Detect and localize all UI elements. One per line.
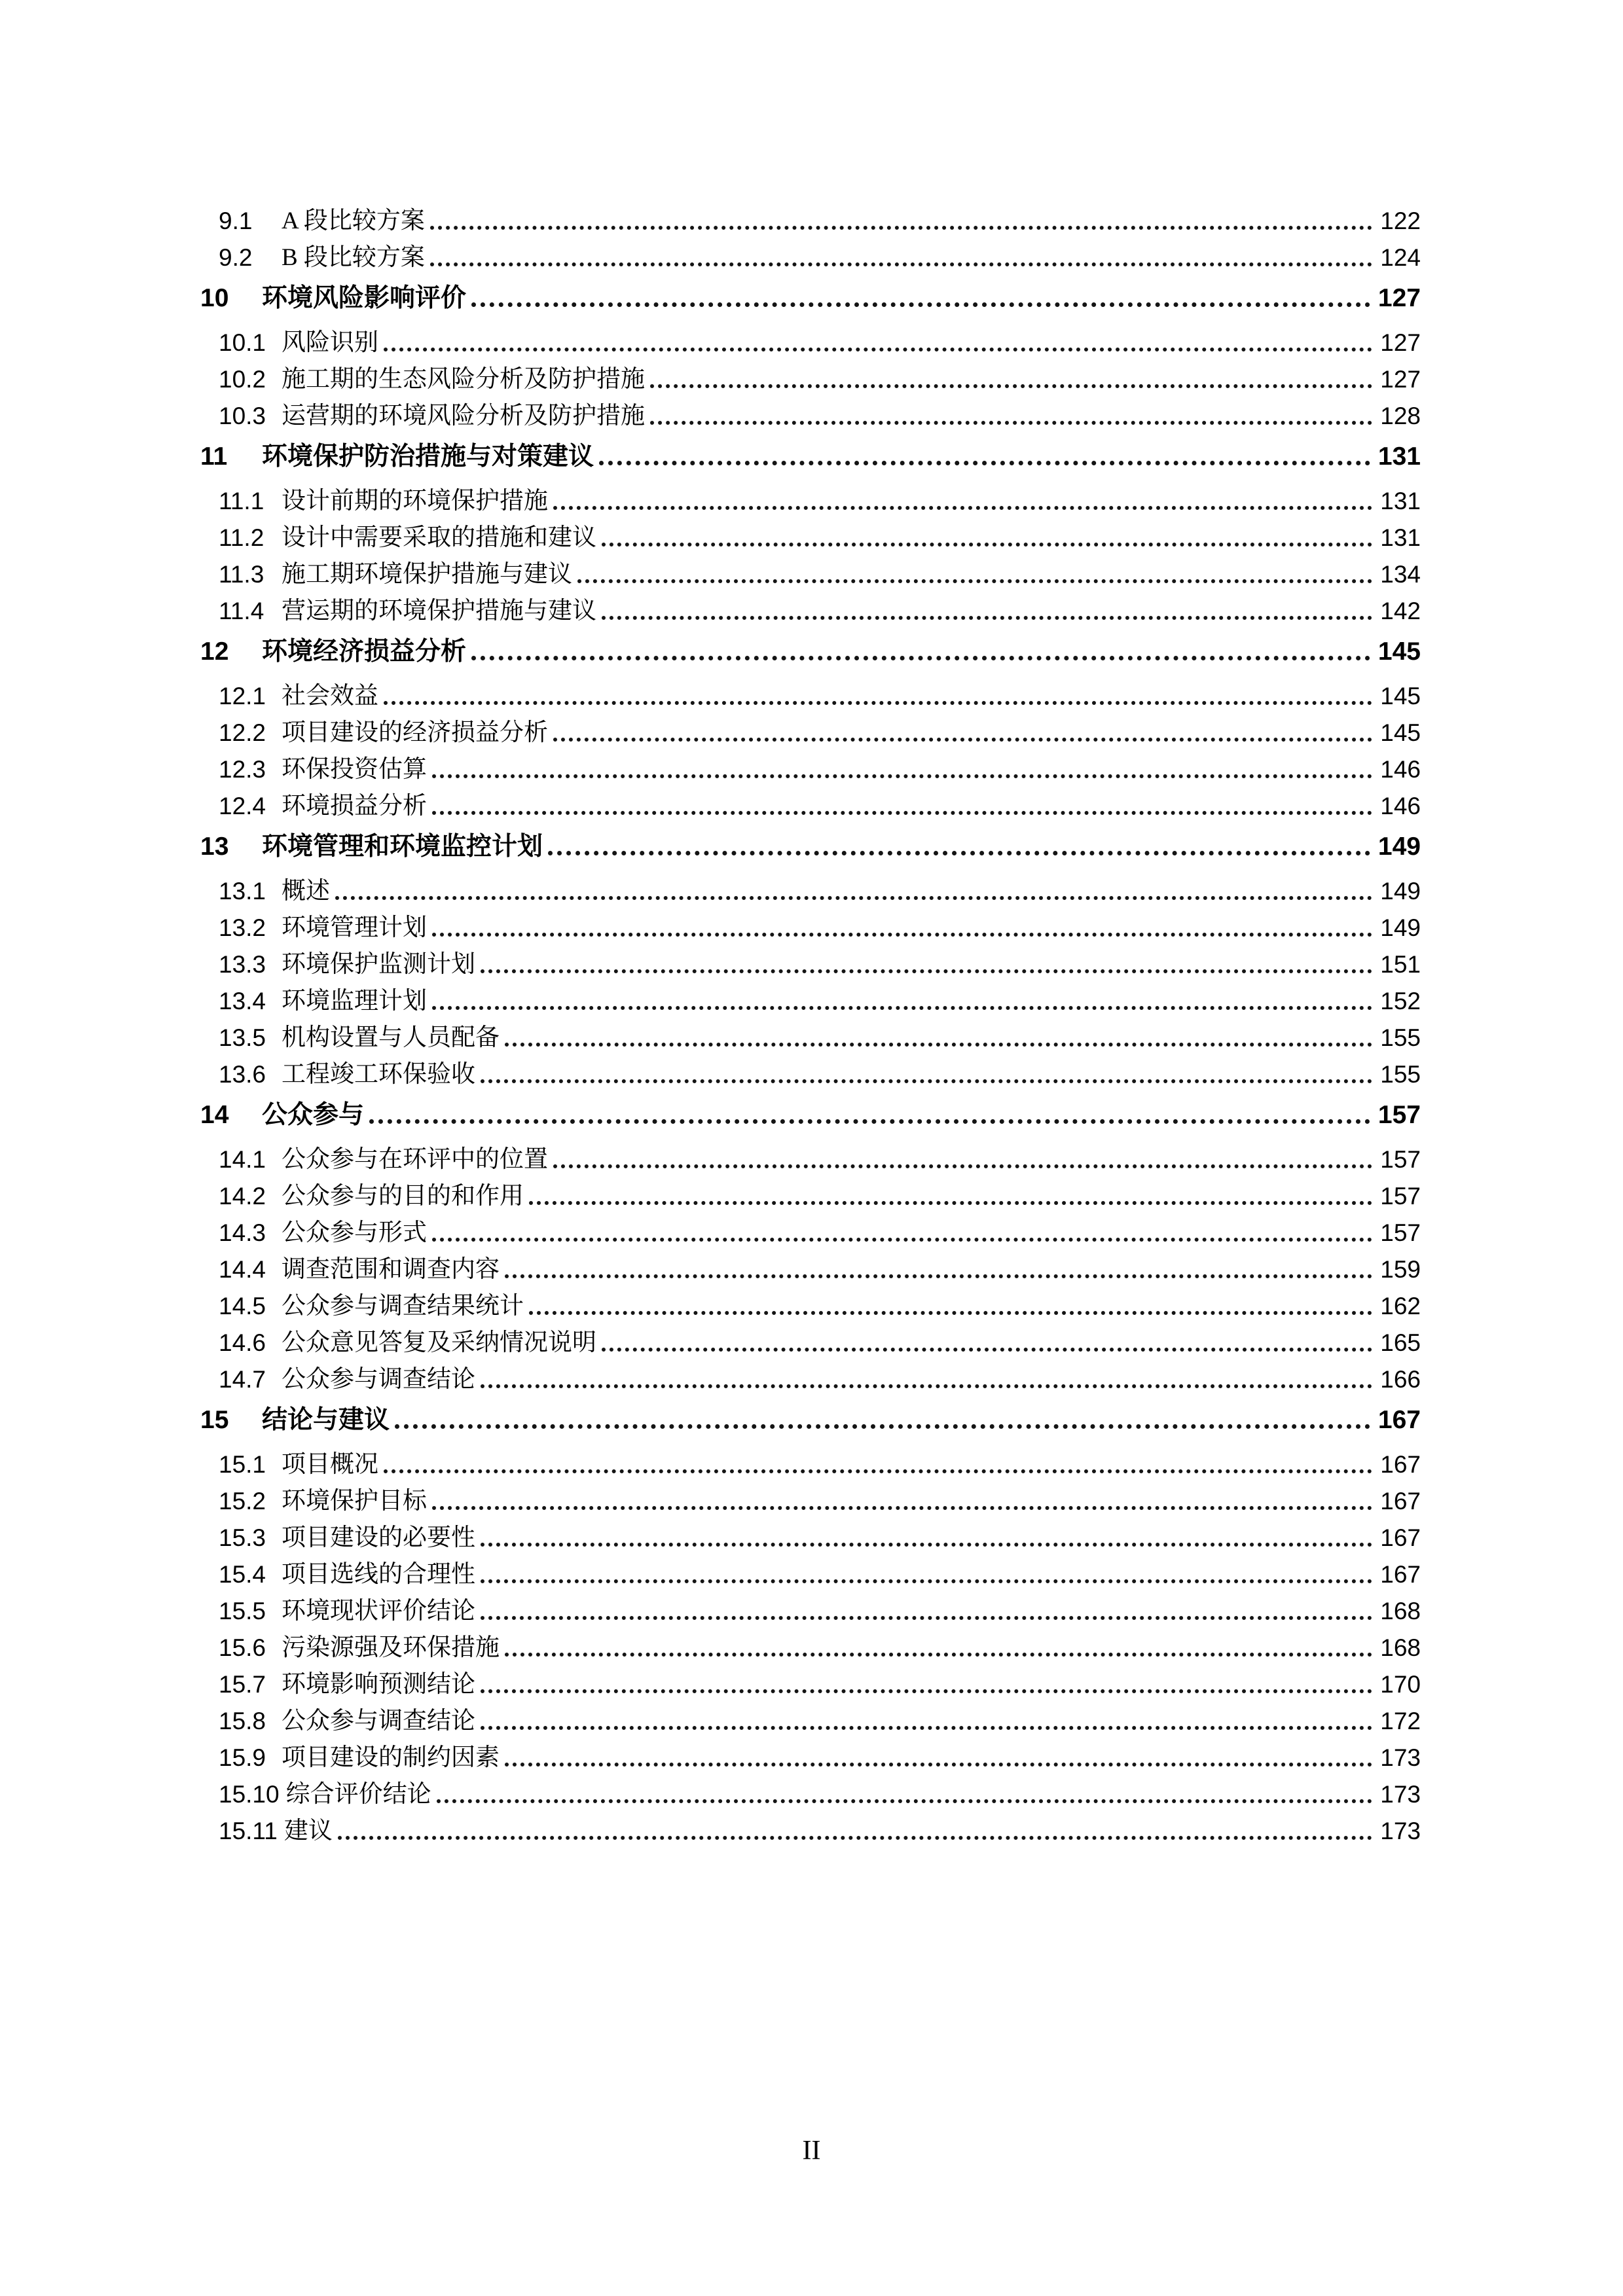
dot-leader-line [505,1763,1372,1767]
dot-leader-line [369,1119,1370,1124]
toc-entry-title: 建议 [283,1818,333,1844]
toc-sub-entry [200,1367,1421,1393]
toc-chapter-entry [200,1407,1421,1433]
toc-sub-entry [200,1452,1421,1478]
toc-sub-entry [200,598,1421,624]
dot-leader-line [548,851,1370,855]
toc-entry-title: A 段比较方案 [282,207,425,234]
toc-entry-page: 167 [1380,1524,1421,1551]
toc-entry-page: 157 [1380,1183,1421,1210]
toc-entry-title: 环境风险影响评价 [262,284,467,312]
toc-entry-title: 公众参与 [262,1101,365,1129]
toc-entry-title: 环境现状评价结论 [282,1598,475,1624]
toc-entry-number: 9.1 [219,207,253,234]
toc-entry-title: B 段比较方案 [282,244,425,271]
dot-leader-line [505,1274,1372,1278]
toc-entry-page: 167 [1380,1451,1421,1478]
dot-leader-line [335,896,1372,900]
dot-leader-line [505,1043,1372,1047]
footer-page-number: II [802,2136,821,2166]
toc-sub-entry [200,1745,1421,1771]
dot-leader-line [481,1384,1372,1388]
toc-entry-number: 15.5 [219,1598,266,1624]
dot-leader-line [432,774,1372,778]
toc-sub-entry [200,1062,1421,1088]
toc-sub-entry [200,683,1421,709]
toc-entry-number: 14.5 [219,1293,266,1319]
dot-leader-line [481,1579,1372,1583]
dot-leader-line [471,656,1370,660]
toc-entry-number: 14.1 [219,1146,266,1173]
toc-entry-number: 11 [200,442,228,471]
dot-leader-line [384,1469,1372,1473]
toc-sub-entry [200,1782,1421,1808]
toc-entry-number: 15.6 [219,1634,266,1661]
toc-entry-page: 168 [1380,1598,1421,1624]
toc-entry-title: 项目选线的合理性 [282,1561,475,1588]
toc-entry-page: 168 [1380,1634,1421,1661]
toc-entry-title: 项目建设的经济损益分析 [282,719,548,746]
toc-entry-page: 173 [1380,1818,1421,1844]
dot-leader-line [650,384,1372,388]
toc-entry-number: 15.9 [219,1744,266,1771]
dot-leader-line [553,506,1372,510]
toc-sub-entry [200,1672,1421,1698]
toc-entry-title: 社会效益 [282,683,378,709]
toc-entry-page: 145 [1380,719,1421,746]
toc-sub-entry [200,1818,1421,1844]
toc-entry-number: 14.6 [219,1329,266,1356]
toc-entry-page: 131 [1380,488,1421,514]
toc-entry-title: 环境保护监测计划 [282,951,475,978]
toc-chapter-entry [200,444,1421,470]
toc-entry-page: 127 [1380,329,1421,356]
toc-entry-title: 运营期的环境风险分析及防护措施 [282,403,645,429]
dot-leader-line [602,616,1372,620]
dot-leader-line [432,1506,1372,1510]
toc-entry-number: 14 [200,1101,229,1129]
toc-entry-page: 157 [1380,1219,1421,1246]
dot-leader-line [577,579,1372,583]
dot-leader-line [602,1348,1372,1352]
toc-entry-page: 159 [1380,1256,1421,1283]
toc-sub-entry [200,1525,1421,1551]
toc-entry-page: 127 [1380,366,1421,393]
toc-entry-page: 149 [1380,914,1421,941]
dot-leader-line [384,701,1372,705]
toc-entry-title: 污染源强及环保措施 [282,1634,500,1661]
toc-entry-title: 环保投资估算 [282,756,427,783]
dot-leader-line [395,1424,1370,1429]
toc-entry-page: 167 [1377,1406,1421,1434]
toc-sub-entry [200,757,1421,783]
toc-entry-number: 15.8 [219,1708,266,1734]
toc-entry-title: 风险识别 [282,329,378,356]
toc-entry-number: 13.1 [219,878,266,905]
toc-entry-page: 149 [1377,833,1421,861]
toc-entry-page: 146 [1380,793,1421,819]
toc-entry-number: 15 [200,1406,229,1434]
dot-leader-line [430,226,1372,230]
toc-entry-page: 173 [1380,1781,1421,1808]
toc-entry-number: 15.10 [219,1781,280,1808]
toc-entry-page: 167 [1380,1561,1421,1588]
toc-entry-number: 13.4 [219,988,266,1014]
toc-chapter-entry [200,1102,1421,1128]
toc-entry-title: 环境管理计划 [282,914,427,941]
table-of-contents [200,208,1421,1855]
toc-entry-title: 施工期的生态风险分析及防护措施 [282,366,645,393]
toc-entry-page: 166 [1380,1366,1421,1393]
toc-sub-entry [200,988,1421,1014]
toc-entry-page: 155 [1380,1061,1421,1088]
dot-leader-line [599,461,1370,465]
toc-sub-entry [200,367,1421,393]
toc-entry-title: 公众参与调查结论 [282,1708,475,1734]
toc-entry-page: 172 [1380,1708,1421,1734]
toc-entry-number: 11.3 [219,561,264,588]
toc-entry-title: 机构设置与人员配备 [282,1024,500,1051]
toc-entry-number: 10 [200,284,229,312]
toc-entry-title: 公众参与在环评中的位置 [282,1146,548,1173]
toc-entry-title: 公众参与的目的和作用 [282,1183,524,1210]
toc-entry-title: 环境影响预测结论 [282,1671,475,1698]
toc-entry-title: 施工期环境保护措施与建议 [282,561,572,588]
toc-chapter-entry [200,639,1421,665]
toc-entry-number: 13.5 [219,1024,266,1051]
toc-entry-title: 公众参与调查结论 [282,1366,475,1393]
dot-leader-line [602,543,1372,547]
toc-sub-entry [200,720,1421,746]
dot-leader-line [432,1006,1372,1010]
toc-entry-title: 营运期的环境保护措施与建议 [282,598,596,624]
dot-leader-line [432,933,1372,937]
toc-entry-number: 9.2 [219,244,253,271]
toc-entry-page: 162 [1380,1293,1421,1319]
toc-entry-number: 14.3 [219,1219,266,1246]
toc-sub-entry [200,403,1421,429]
toc-entry-page: 157 [1377,1101,1421,1129]
toc-sub-entry [200,488,1421,514]
toc-entry-page: 131 [1380,524,1421,551]
toc-entry-title: 环境保护防治措施与对策建议 [262,442,594,471]
toc-entry-page: 146 [1380,756,1421,783]
toc-entry-number: 10.1 [219,329,266,356]
toc-entry-title: 环境保护目标 [282,1488,427,1515]
toc-entry-number: 15.1 [219,1451,266,1478]
toc-sub-entry [200,1598,1421,1624]
dot-leader-line [432,811,1372,815]
toc-entry-number: 15.11 [219,1818,278,1844]
toc-sub-entry [200,1562,1421,1588]
toc-entry-number: 10.2 [219,366,266,393]
toc-sub-entry [200,330,1421,356]
toc-entry-title: 环境经济损益分析 [262,637,467,666]
toc-entry-number: 13 [200,833,229,861]
toc-entry-number: 10.3 [219,403,266,429]
dot-leader-line [481,1543,1372,1547]
dot-leader-line [553,1164,1372,1168]
toc-sub-entry [200,208,1421,234]
dot-leader-line [481,969,1372,973]
dot-leader-line [437,1799,1373,1803]
toc-sub-entry [200,1147,1421,1173]
toc-entry-page: 157 [1380,1146,1421,1173]
toc-sub-entry [200,1025,1421,1051]
toc-entry-title: 项目建设的制约因素 [282,1744,500,1771]
toc-entry-title: 公众意见答复及采纳情况说明 [282,1329,596,1356]
dot-leader-line [384,348,1372,351]
toc-entry-page: 167 [1380,1488,1421,1515]
dot-leader-line [481,1079,1372,1083]
toc-sub-entry [200,1708,1421,1734]
dot-leader-line [553,738,1372,742]
toc-entry-title: 工程竣工环保验收 [282,1061,475,1088]
toc-sub-entry [200,1220,1421,1246]
toc-entry-number: 15.2 [219,1488,266,1515]
toc-sub-entry [200,878,1421,905]
dot-leader-line [432,1238,1372,1242]
toc-entry-title: 调查范围和调查内容 [282,1256,500,1283]
toc-entry-number: 14.7 [219,1366,266,1393]
toc-sub-entry [200,1257,1421,1283]
toc-entry-number: 15.4 [219,1561,266,1588]
dot-leader-line [505,1653,1372,1657]
dot-leader-line [481,1689,1372,1693]
dot-leader-line [481,1616,1372,1620]
toc-entry-title: 环境损益分析 [282,793,427,819]
dot-leader-line [481,1726,1372,1730]
toc-sub-entry [200,793,1421,819]
toc-sub-entry [200,1635,1421,1661]
toc-entry-title: 公众参与调查结果统计 [282,1293,524,1319]
toc-entry-number: 12.2 [219,719,266,746]
toc-entry-page: 131 [1377,442,1421,471]
toc-entry-page: 152 [1380,988,1421,1014]
toc-sub-entry [200,952,1421,978]
toc-entry-number: 11.1 [219,488,264,514]
toc-entry-number: 11.4 [219,598,264,624]
toc-entry-number: 15.7 [219,1671,266,1698]
dot-leader-line [338,1836,1372,1840]
toc-entry-page: 134 [1380,561,1421,588]
toc-entry-title: 结论与建议 [262,1406,390,1434]
toc-entry-page: 128 [1380,403,1421,429]
toc-entry-title: 综合评价结论 [285,1781,431,1808]
toc-entry-number: 13.3 [219,951,266,978]
toc-sub-entry [200,562,1421,588]
toc-entry-title: 设计前期的环境保护措施 [282,488,548,514]
toc-entry-number: 12.4 [219,793,266,819]
toc-entry-page: 149 [1380,878,1421,905]
toc-chapter-entry [200,834,1421,860]
dot-leader-line [529,1201,1372,1205]
toc-entry-page: 124 [1380,244,1421,271]
toc-entry-page: 155 [1380,1024,1421,1051]
toc-entry-title: 公众参与形式 [282,1219,427,1246]
toc-sub-entry [200,245,1421,271]
toc-entry-page: 145 [1377,637,1421,666]
toc-sub-entry [200,915,1421,941]
toc-entry-number: 12.1 [219,683,266,709]
toc-entry-title: 设计中需要采取的措施和建议 [282,524,596,551]
toc-entry-title: 概述 [282,878,330,905]
toc-entry-number: 15.3 [219,1524,266,1551]
toc-entry-number: 13.2 [219,914,266,941]
toc-sub-entry [200,1488,1421,1515]
toc-entry-page: 145 [1380,683,1421,709]
toc-entry-title: 环境监理计划 [282,988,427,1014]
toc-entry-number: 12.3 [219,756,266,783]
toc-entry-title: 项目建设的必要性 [282,1524,475,1551]
dot-leader-line [430,262,1372,266]
dot-leader-line [650,421,1372,425]
toc-entry-page: 165 [1380,1329,1421,1356]
page-footer [0,2135,1623,2166]
toc-entry-page: 170 [1380,1671,1421,1698]
toc-entry-number: 14.2 [219,1183,266,1210]
toc-entry-number: 14.4 [219,1256,266,1283]
toc-entry-title: 环境管理和环境监控计划 [262,833,543,861]
toc-entry-page: 151 [1380,951,1421,978]
toc-entry-page: 127 [1377,284,1421,312]
toc-entry-number: 11.2 [219,524,264,551]
toc-entry-number: 12 [200,637,229,666]
toc-entry-page: 142 [1380,598,1421,624]
dot-leader-line [471,302,1370,307]
toc-sub-entry [200,1183,1421,1210]
toc-entry-number: 13.6 [219,1061,266,1088]
toc-entry-page: 173 [1380,1744,1421,1771]
toc-sub-entry [200,1330,1421,1356]
toc-entry-page: 122 [1380,207,1421,234]
toc-entry-title: 项目概况 [282,1451,378,1478]
toc-sub-entry [200,1293,1421,1319]
dot-leader-line [529,1311,1372,1315]
toc-sub-entry [200,525,1421,551]
toc-chapter-entry [200,285,1421,312]
